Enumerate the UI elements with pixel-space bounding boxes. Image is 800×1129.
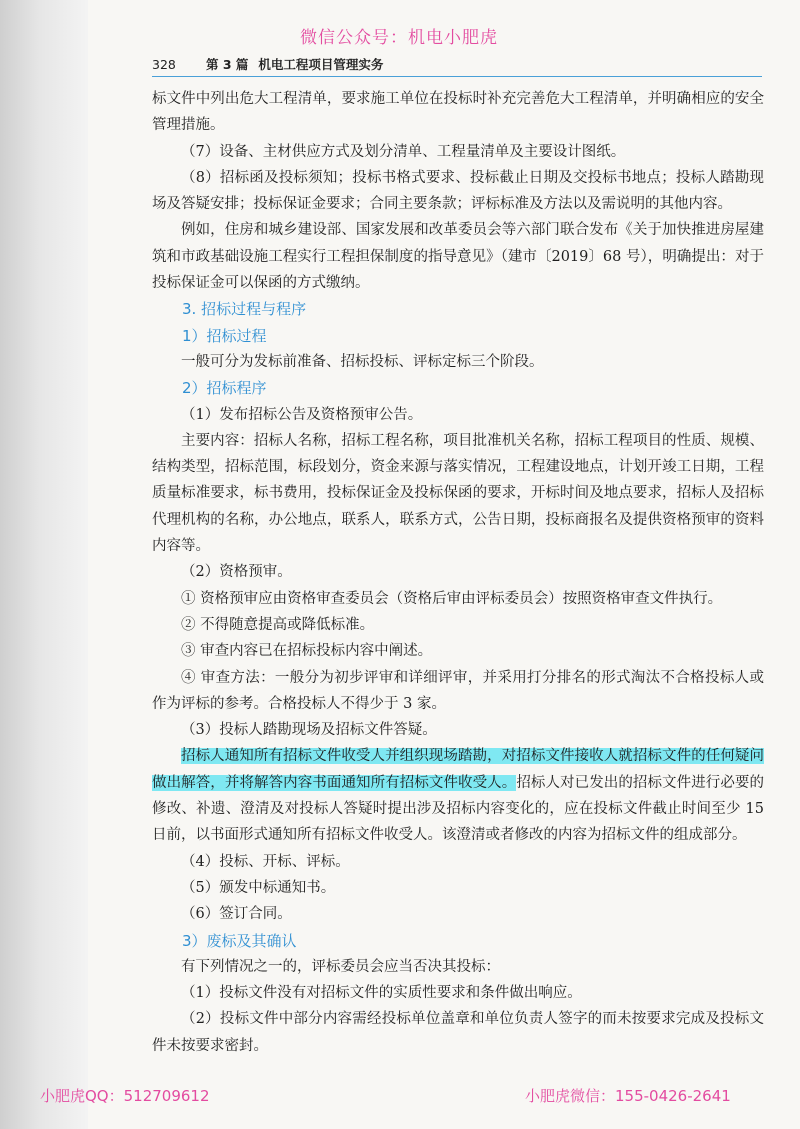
paragraph: （1）投标文件没有对招标文件的实质性要求和条件做出响应。 xyxy=(181,985,582,1002)
paragraph: ① 资格预审应由资格审查委员会（资格后审由评标委员会）按照资格审查文件执行。 xyxy=(181,590,723,607)
paragraph: 主要内容：招标人名称，招标工程名称，项目批准机关名称，招标工程项目的性质、规模、结构类型，招标范围，标段划分，资金来源与落实情况，工程建设地点，计划开竣工日期，工程质量标准要求，标书费用，投标保证金及投标保函的要求，开标时间及地点要求，招标人及招标代理机构的名称，办公地点，联系人，联系方式，公告日期，投标商报名及提供资格预审的资料内容等。 xyxy=(152,432,764,555)
paragraph: （1）发布招标公告及资格预审公告。 xyxy=(181,406,423,423)
paragraph: （4）投标、开标、评标。 xyxy=(181,853,350,870)
subsection-heading: 1）招标过程 xyxy=(182,326,267,345)
paragraph: 标文件中列出危大工程清单，要求施工单位在投标时补充完善危大工程清单，并明确相应的安全管理措施。 xyxy=(152,91,764,134)
header-rule xyxy=(152,76,762,77)
paragraph: （2）投标文件中部分内容需经投标单位盖章和单位负责人签字的而未按要求完成及投标文件未按要求密封。 xyxy=(152,1011,764,1054)
page-number: 328 xyxy=(152,57,176,72)
paragraph: （3）投标人踏勘现场及招标文件答疑。 xyxy=(181,722,437,739)
paragraph: 例如，住房和城乡建设部、国家发展和改革委员会等六部门联合发布《关于加快推进房屋建筑和市政基础设施工程实行工程担保制度的指导意见》（建市〔2019〕68 号），明确提出：对于投标保证金可以保函的方式缴纳。 xyxy=(152,222,764,292)
paragraph: （6）签订合同。 xyxy=(181,906,292,923)
subsection-heading: 2）招标程序 xyxy=(182,379,267,398)
page-body xyxy=(152,86,764,1059)
paragraph: 有下列情况之一的，评标委员会应当否决其投标： xyxy=(181,958,500,975)
highlighted-text: 招标人通知所有招标文件收受人并组织现场踏勘，对招标文件接收人就招标文件的任何疑问做出解答，并将解答内容书面通知所有招标文件收受人。 xyxy=(152,748,764,791)
paragraph: ② 不得随意提高或降低标准。 xyxy=(181,616,375,633)
running-title: 机电工程项目管理实务 xyxy=(258,57,384,72)
paragraph: （7）设备、主材供应方式及划分清单、工程量清单及主要设计图纸。 xyxy=(181,143,626,160)
paragraph xyxy=(152,743,764,848)
paragraph: （5）颁发中标通知书。 xyxy=(181,879,336,896)
paragraph: ④ 审查方法：一般分为初步评审和详细评审，并采用打分排名的形式淘汰不合格投标人或作为评标的参考。合格投标人不得少于 3 家。 xyxy=(152,669,764,712)
paragraph: （2）资格预审。 xyxy=(181,564,292,581)
paragraph: 一般可分为发标前准备、招标投标、评标定标三个阶段。 xyxy=(181,353,544,370)
part-label: 第 3 篇 xyxy=(205,57,249,72)
watermark-qq: 小肥虎QQ：512709612 xyxy=(40,1087,210,1105)
section-heading: 3. 招标过程与程序 xyxy=(182,300,307,319)
subsection-heading: 3）废标及其确认 xyxy=(182,931,297,950)
paragraph: ③ 审查内容已在招标投标内容中阐述。 xyxy=(181,643,433,660)
paragraph: （8）招标函及投标须知；投标书格式要求、投标截止日期及交投标书地点；投标人踏勘现场及答疑安排；投标保证金要求；合同主要条款；评标标准及方法以及需说明的其他内容。 xyxy=(152,169,764,213)
watermark-top: 微信公众号：机电小肥虎 xyxy=(300,28,498,48)
paragraph-text: 招标人对已发出的招标文件进行必要的修改、补遗、澄清及对投标人答疑时提出涉及招标内容变化的，应在投标文件截止时间至少 15 日前，以书面形式通知所有招标文件收受人。该澄清或者修改的内容为招标文件的组成部分。 xyxy=(152,774,764,844)
watermark-wechat: 小肥虎微信：155-0426-2641 xyxy=(525,1087,731,1105)
page-header xyxy=(152,55,760,75)
